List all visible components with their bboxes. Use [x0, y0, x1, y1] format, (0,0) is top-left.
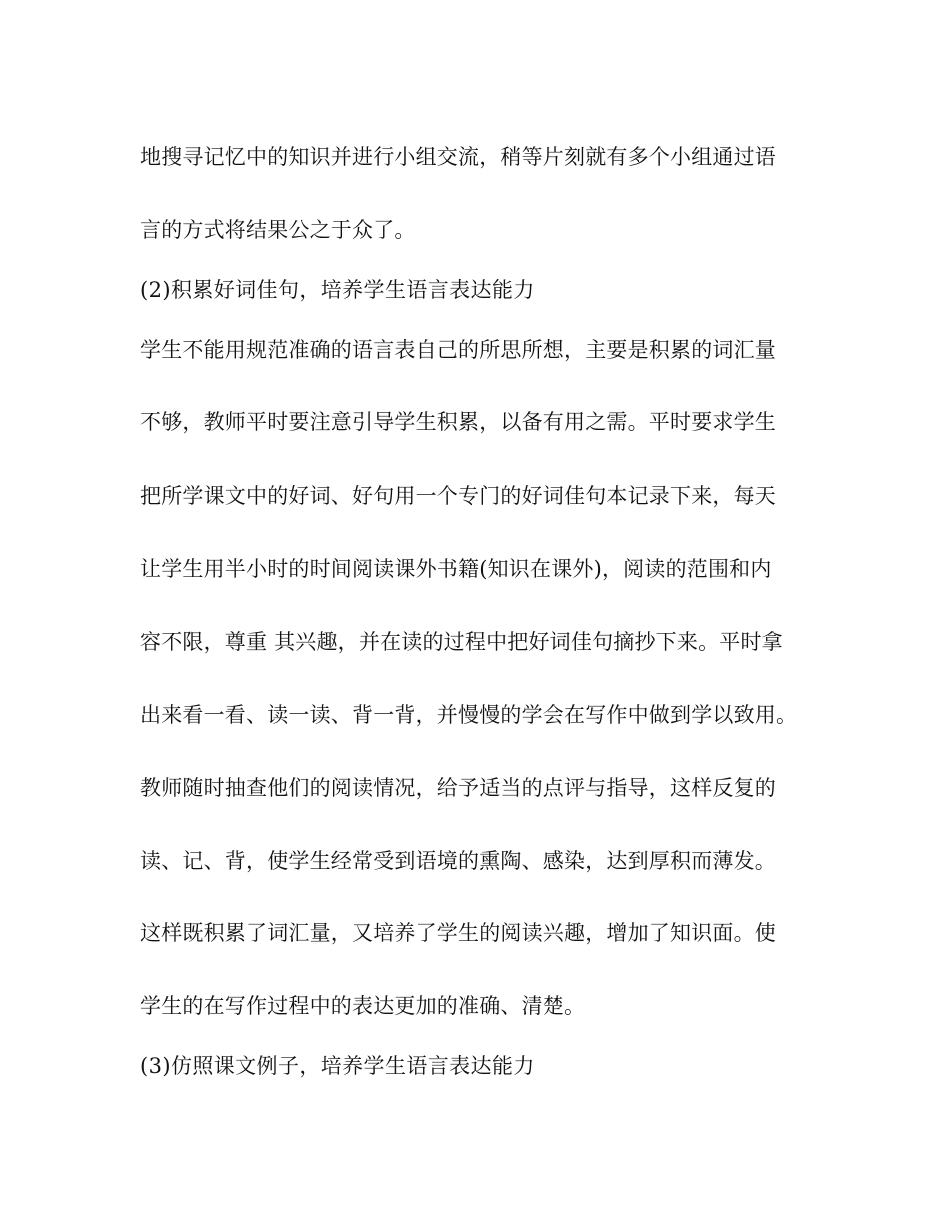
- paragraph-line: 出来看一看、读一读、背一背，并慢慢的学会在写作中做到学以致用。: [140, 703, 798, 727]
- section-heading: (2)积累好词佳句，培养学生语言表达能力: [140, 278, 535, 302]
- section-heading: (3)仿照课文例子，培养学生语言表达能力: [140, 1054, 535, 1078]
- paragraph-line: 容不限，尊重 其兴趣，并在读的过程中把好词佳句摘抄下来。平时拿: [140, 630, 783, 654]
- paragraph-line: 读、记、背，使学生经常受到语境的熏陶、感染，达到厚积而薄发。: [140, 849, 776, 873]
- paragraph-line: 不够，教师平时要注意引导学生积累，以备有用之需。平时要求学生: [140, 410, 776, 434]
- paragraph-line: 地搜寻记忆中的知识并进行小组交流，稍等片刻就有多个小组通过语: [140, 145, 776, 169]
- paragraph-line: 学生不能用规范准确的语言表自己的所思所想，主要是积累的词汇量: [140, 338, 776, 362]
- paragraph-line: 把所学课文中的好词、好句用一个专门的好词佳句本记录下来，每天: [140, 484, 776, 508]
- paragraph-line: 言的方式将结果公之于众了。: [140, 218, 416, 242]
- paragraph-line: 教师随时抽查他们的阅读情况，给予适当的点评与指导，这样反复的: [140, 776, 776, 800]
- paragraph-line: 学生的在写作过程中的表达更加的准确、清楚。: [140, 994, 586, 1018]
- paragraph-line: 这样既积累了词汇量，又培养了学生的阅读兴趣，增加了知识面。使: [140, 921, 776, 945]
- paragraph-line: 让学生用半小时的时间阅读课外书籍(知识在课外)，阅读的范围和内: [140, 557, 772, 581]
